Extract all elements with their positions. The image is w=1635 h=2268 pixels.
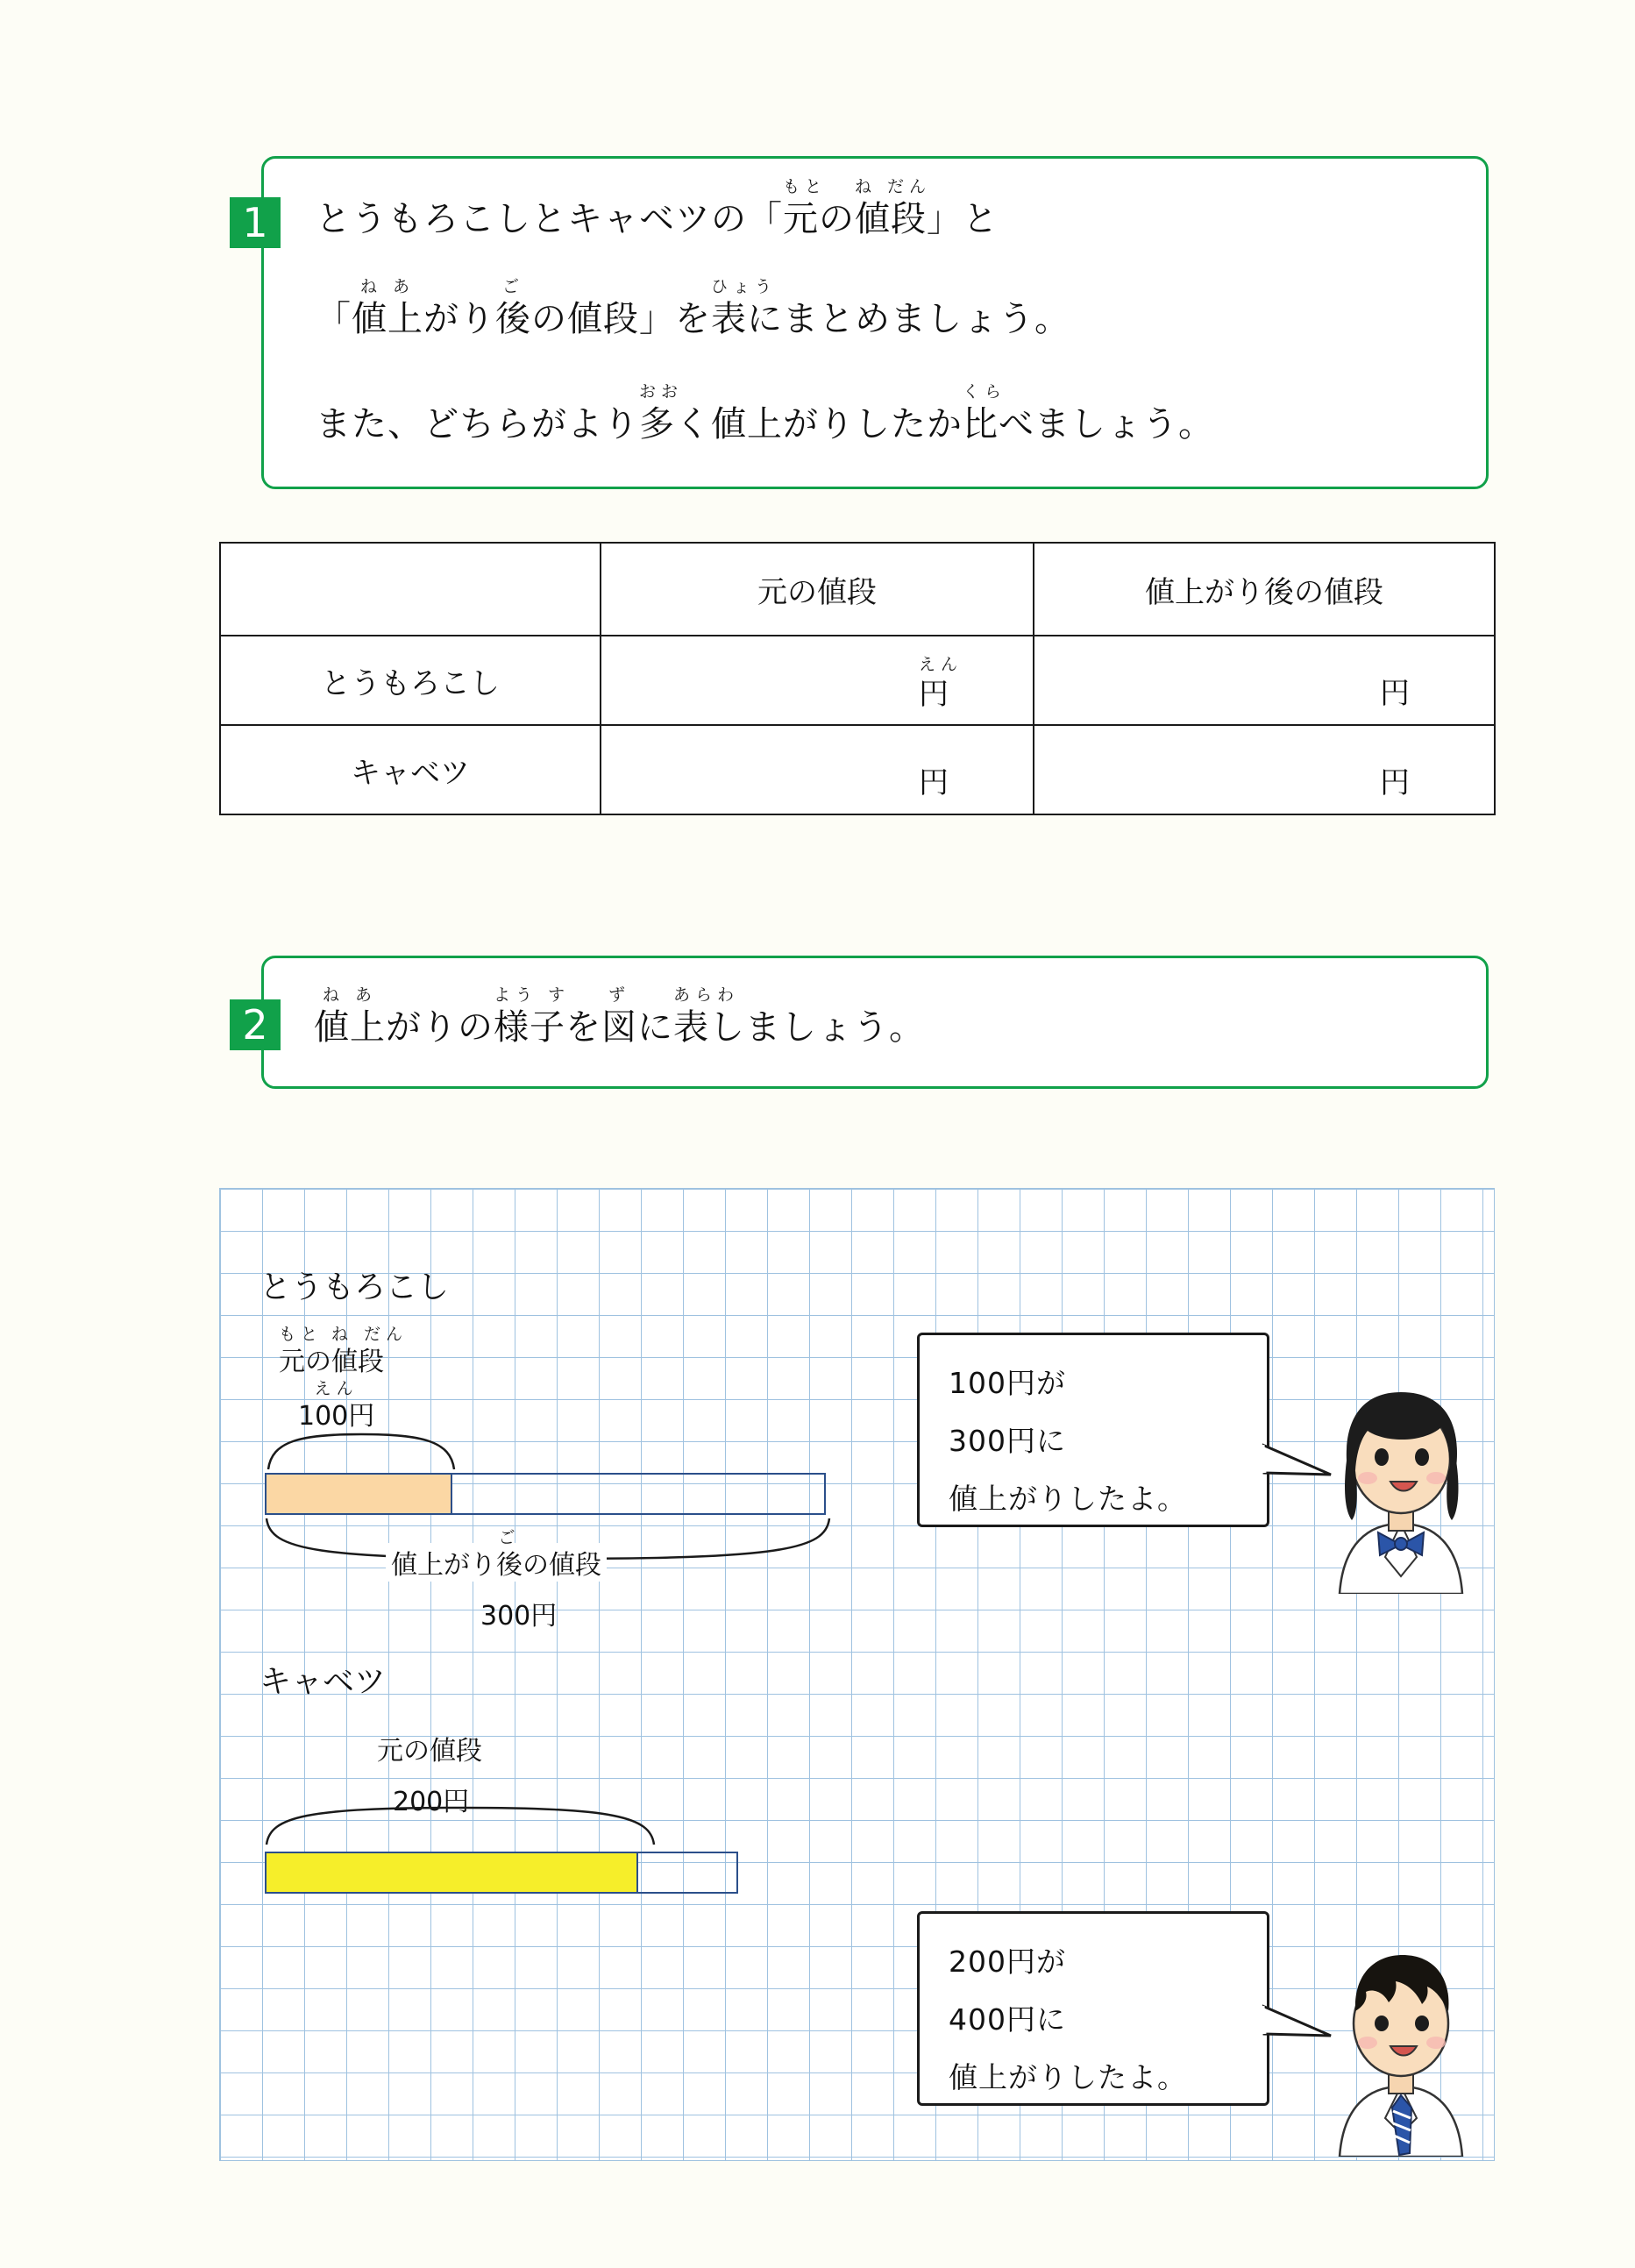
diagram-corn-after-value: 300円: [480, 1601, 558, 1632]
task-1-line-2: 「 ね あ 値上がり ご 後の値段」を ひょう 表にまとめましょう。: [316, 277, 1070, 339]
ruby-oo: おお 多: [639, 382, 684, 444]
table-header-blank: [220, 543, 601, 636]
price-table: [219, 542, 1496, 815]
ruby-yousu: よう す 様子: [494, 985, 571, 1048]
boy-bubble-line-3: 値上がりしたよ。: [949, 2060, 1187, 2094]
table-row-label-corn: とうもろこし: [220, 636, 601, 725]
ruby-moto: もと 元: [783, 177, 828, 239]
task-2-number: 2: [230, 999, 281, 1050]
girl-bubble-line-2: 300円に: [949, 1424, 1066, 1458]
corn-original-brace: [265, 1429, 458, 1473]
ruby-arawa: あらわ 表: [673, 985, 740, 1048]
girl-bubble-line-3: 値上がりしたよ。: [949, 1482, 1187, 1516]
ruby-hyou: ひょう 表: [711, 277, 778, 339]
table-cell-cabbage-original[interactable]: [601, 725, 1034, 814]
ruby-go: ご 後: [496, 1528, 522, 1581]
boy-bubble-line-2: 400円に: [949, 2002, 1066, 2037]
ruby-moto: もと 元: [279, 1325, 323, 1377]
ruby-nedan: ね だん 値段: [331, 1325, 409, 1377]
diagram-corn-original-label: もと 元の ね だん 値段: [279, 1325, 409, 1377]
ruby-nedan: ね だん 値段: [855, 177, 932, 239]
girl-avatar: [1304, 1357, 1497, 1594]
ruby-go: ご 後: [495, 277, 531, 339]
table-header-original: 元の値段: [601, 543, 1034, 636]
cabbage-original-brace: [263, 1801, 658, 1850]
ruby-nea: ね あ 値上: [352, 277, 423, 339]
task-1-line-3: また、どちらがより おお 多く値上がりしたか くら 比べましょう。: [316, 382, 1214, 444]
yen-label: [919, 655, 963, 712]
diagram-corn-original-value: [298, 1379, 375, 1432]
corn-bar-original: [265, 1473, 452, 1515]
yen-label: 円: [919, 765, 949, 800]
girl-bubble-line-1: 100円が: [949, 1366, 1066, 1400]
task-2-line: ね あ 値上がりの よう す 様子を ず 図に あらわ 表しましょう。: [314, 985, 925, 1048]
ruby-kura: くら 比: [963, 382, 1007, 444]
diagram-corn-after-label: 値上がり ご 後の値段: [386, 1543, 607, 1582]
table-header-after: 値上がり後の値段: [1034, 543, 1495, 636]
table-header-row: [220, 543, 1495, 636]
table-row: [220, 636, 1495, 725]
yen-label: 円: [1380, 765, 1410, 800]
boy-bubble-line-1: 200円が: [949, 1945, 1066, 1979]
table-row: [220, 725, 1495, 814]
boy-avatar: [1304, 1920, 1497, 2157]
yen-label: 円: [1380, 676, 1410, 711]
table-cell-corn-original[interactable]: [601, 636, 1034, 725]
ruby-en: えん 円: [919, 655, 963, 712]
diagram-corn-title: とうもろこし: [259, 1269, 450, 1305]
diagram-cabbage-original-value: 200円: [393, 1787, 470, 1817]
task-1-number: 1: [230, 197, 281, 248]
table-cell-cabbage-after[interactable]: [1034, 725, 1495, 814]
diagram-cabbage-original-label: 元の値段: [377, 1736, 482, 1767]
table-row-label-cabbage: キャベツ: [220, 725, 601, 814]
table-cell-corn-after[interactable]: [1034, 636, 1495, 725]
ruby-en: えん 100円: [298, 1379, 375, 1432]
ruby-nea: ね あ 値上: [314, 985, 386, 1048]
ruby-zu: ず 図: [601, 985, 637, 1048]
diagram-cabbage-title: キャベツ: [259, 1664, 387, 1700]
task-1-line-1: とうもろこしとキャベツの「 もと 元の ね だん 値段」と: [316, 177, 999, 239]
cabbage-bar-original: [265, 1852, 638, 1894]
